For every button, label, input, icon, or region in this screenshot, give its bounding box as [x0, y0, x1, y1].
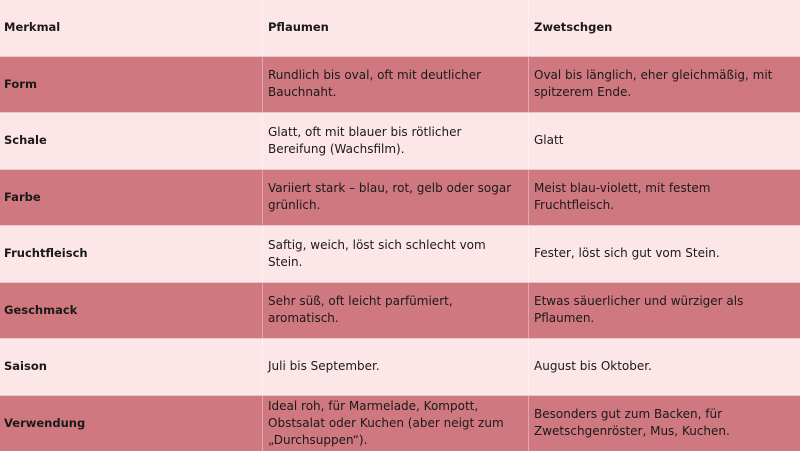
feature-cell: Geschmack	[0, 283, 263, 339]
zwetschgen-cell: Meist blau-violett, mit festem Fruchtfleisch.	[534, 181, 711, 213]
table-row	[0, 57, 800, 114]
feature-cell: Schale	[0, 113, 263, 169]
table-header-row	[0, 0, 800, 57]
zwetschgen-cell: Fester, löst sich gut vom Stein.	[534, 246, 720, 261]
zwetschgen-cell: Glatt	[534, 133, 564, 148]
zwetschgen-cell: August bis Oktober.	[534, 359, 652, 374]
feature-cell: Verwendung	[0, 396, 263, 451]
table-row	[0, 113, 800, 170]
zwetschgen-cell: Besonders gut zum Backen, für Zwetschgenröster, Mus, Kuchen.	[534, 407, 730, 438]
table-row	[0, 170, 800, 227]
header-zwetschgen: Zwetschgen	[534, 20, 613, 35]
table-row	[0, 339, 800, 396]
pflaumen-cell: Rundlich bis oval, oft mit deutlicher Bauchnaht.	[263, 57, 529, 113]
feature-cell: Form	[0, 57, 263, 113]
zwetschgen-cell: Oval bis länglich, eher gleichmäßig, mit spitzerem Ende.	[534, 68, 773, 100]
pflaumen-cell: Glatt, oft mit blauer bis rötlicher Bereifung (Wachsfilm).	[263, 113, 529, 169]
pflaumen-cell: Sehr süß, oft leicht parfümiert, aromatisch.	[263, 283, 529, 339]
zwetschgen-cell: Etwas säuerlicher und würziger als Pflaumen.	[534, 294, 744, 326]
feature-cell: Fruchtfleisch	[0, 226, 263, 282]
header-pflaumen: Pflaumen	[263, 0, 529, 56]
table-row	[0, 283, 800, 340]
table-row	[0, 396, 800, 451]
header-merkmal: Merkmal	[0, 0, 263, 56]
feature-cell: Saison	[0, 339, 263, 395]
pflaumen-cell: Saftig, weich, löst sich schlecht vom Stein.	[263, 226, 529, 282]
table-row	[0, 226, 800, 283]
feature-cell: Farbe	[0, 170, 263, 226]
pflaumen-cell: Variiert stark – blau, rot, gelb oder sogar grünlich.	[263, 170, 529, 226]
pflaumen-cell: Juli bis September.	[263, 339, 529, 395]
pflaumen-cell: Ideal roh, für Marmelade, Kompott, Obstsalat oder Kuchen (aber neigt zum „Durchsuppen“).	[263, 396, 529, 451]
